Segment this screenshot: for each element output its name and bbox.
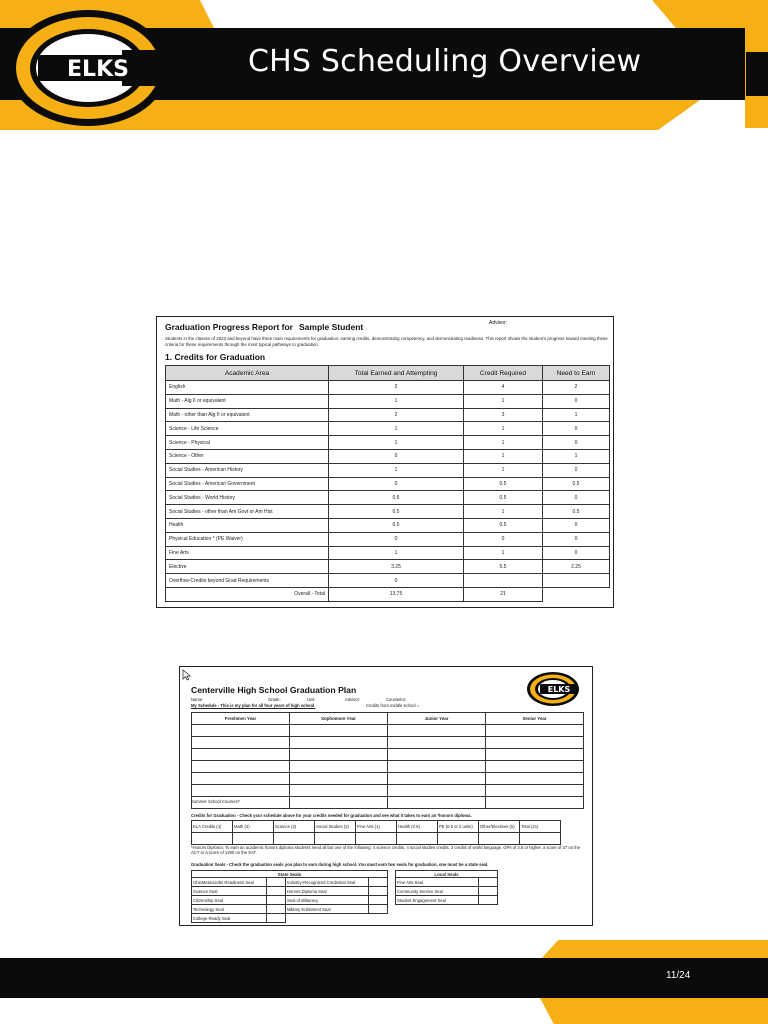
- header-black-tab: [746, 52, 768, 96]
- honors-note: *Honors Diploma: To earn an academic honors diploma students need all but one of the following: 4 science credits, 4 social studies credits, 3 credits of world language, GPA of 3.5 or higher, a score of 27 on the ACT or a score of 1280 on the SAT.: [191, 845, 581, 855]
- year-schedule-table: [191, 712, 584, 809]
- credits-heading: Credits for Graduation - Check your schedule above for your credits needed for graduation and see what it takes to earn an *honors diploma.: [191, 813, 472, 818]
- grade-label: Grade:: [268, 697, 281, 702]
- sophomore-year-header: Sophomore Year: [290, 713, 388, 725]
- page-title: CHS Scheduling Overview: [248, 44, 642, 79]
- seal-row: Fine Arts Seal: [396, 878, 498, 887]
- footer-bar: [0, 958, 768, 998]
- table-row: Social Studies - American History 1 1 0: [166, 463, 610, 477]
- col-academic-area: Academic Area: [166, 366, 329, 381]
- local-seals-table: [395, 870, 498, 905]
- table-row: Social Studies - World History 0.5 0.5 0: [166, 491, 610, 505]
- seal-row: Citizenship Seal Seal of Biliteracy: [192, 896, 388, 905]
- counselor-label: Counselor:: [386, 697, 407, 702]
- credits-table: [165, 365, 610, 602]
- table-row: Social Studies - other than Am Govt or Am Hist 0.5 1 0.5: [166, 505, 610, 519]
- schedule-row: [192, 773, 584, 785]
- report-intro: Students in the classes of 2023 and beyond have three main requirements for graduation: earning credits, demonstrating competency, and demonstrating readiness. This report shows the student's progress toward meeting these criteria for these requirements through the most typical pathways to graduation.: [165, 336, 608, 347]
- table-row: Physical Education * (PE Waiver) 0 0 0: [166, 532, 610, 546]
- plan-title: Centerville High School Graduation Plan: [191, 685, 357, 695]
- local-seals-title: Local Seals: [396, 871, 498, 878]
- col-need-to-earn: Need to Earn: [543, 366, 610, 381]
- state-seals-table: [191, 870, 388, 923]
- credit-columns-row: ELA Credits (4) Math (4) Science (3) Social Studies (3) Fine Arts (1) Health (0.5) PE (0.5 or 2 units) Other/Electives (5) Total (21): [192, 821, 561, 833]
- col-total-earned: Total Earned and Attempting: [329, 366, 464, 381]
- plan-logo-text: ELKS: [547, 685, 571, 694]
- table-row: Science - Physical 1 1 0: [166, 436, 610, 450]
- seal-row: Student Engagement Seal: [396, 896, 498, 905]
- report-section-title: 1. Credits for Graduation: [165, 352, 266, 362]
- summer-school-label: Summer School Courses?: [191, 799, 240, 804]
- schedule-row: [192, 797, 584, 809]
- seal-row: OhioMeansJobs Readiness Seal Industry-Recognized Credential Seal: [192, 878, 388, 887]
- junior-year-header: Junior Year: [388, 713, 486, 725]
- table-row: Social Studies - American Government 0 0.5 0.5: [166, 477, 610, 491]
- schedule-row: [192, 761, 584, 773]
- freshmen-year-header: Freshmen Year: [192, 713, 290, 725]
- table-row: Math - Alg II or equivalent 1 1 0: [166, 394, 610, 408]
- credits-table-header: [166, 366, 610, 381]
- graduation-plan: [179, 666, 593, 926]
- schedule-row: [192, 785, 584, 797]
- seal-row: Community Service Seal: [396, 887, 498, 896]
- footer-gold-stripe-top: [540, 940, 768, 960]
- seal-row: College-Ready Seal: [192, 914, 388, 923]
- footer-gold-stripe-bottom: [540, 998, 768, 1024]
- total-row: Overall - Total 13.75 21: [166, 587, 610, 601]
- credits-middle-school: Credits from middle school =: [366, 703, 420, 708]
- table-row: Fine Arts 1 1 0: [166, 546, 610, 560]
- senior-year-header: Senior Year: [486, 713, 584, 725]
- table-row: Health 0.5 0.5 0: [166, 518, 610, 532]
- my-schedule-heading: My Schedule - This is my plan for all four years of high school.: [191, 703, 316, 708]
- logo-text: ELKS: [67, 57, 129, 82]
- state-seals-title: State Seals: [192, 871, 388, 878]
- seal-row: Science Seal Honors Diploma Seal: [192, 887, 388, 896]
- credit-values-row: [192, 833, 561, 845]
- page-number: 11/24: [666, 970, 691, 981]
- table-row: Science - Other 0 1 1: [166, 449, 610, 463]
- schedule-row: [192, 749, 584, 761]
- schedule-row: [192, 737, 584, 749]
- seal-row: Technology Seal Military Enlistment Seal: [192, 905, 388, 914]
- elks-logo: [4, 8, 172, 128]
- report-title: Graduation Progress Report for Sample Student: [165, 322, 364, 332]
- unit-label: Unit:: [307, 697, 316, 702]
- graduation-progress-report: [156, 316, 614, 608]
- table-row: Math - other than Alg II or equivalent 2 3 1: [166, 408, 610, 422]
- schedule-row: [192, 725, 584, 737]
- mouse-cursor-icon: [182, 669, 192, 681]
- name-label: Name:: [191, 697, 204, 702]
- table-row: Science - Life Science 1 1 0: [166, 422, 610, 436]
- report-student: Sample Student: [299, 322, 364, 332]
- col-credit-required: Credit Required: [464, 366, 543, 381]
- table-row: Elective 3.25 5.5 2.25: [166, 560, 610, 574]
- table-row: Overflow-Credits beyond Grad Requirements 0: [166, 574, 610, 588]
- report-advisor-label: Advisor:: [489, 320, 508, 326]
- plan-elks-logo: [526, 671, 580, 707]
- advisor-label: Advisor:: [345, 697, 361, 702]
- credits-graduation-table: [191, 820, 561, 845]
- table-row: English 2 4 2: [166, 381, 610, 395]
- seals-heading: Graduation Seals - Check the graduation seals you plan to earn during high school. You must earn two seals for graduation, one must be a state seal.: [191, 862, 489, 867]
